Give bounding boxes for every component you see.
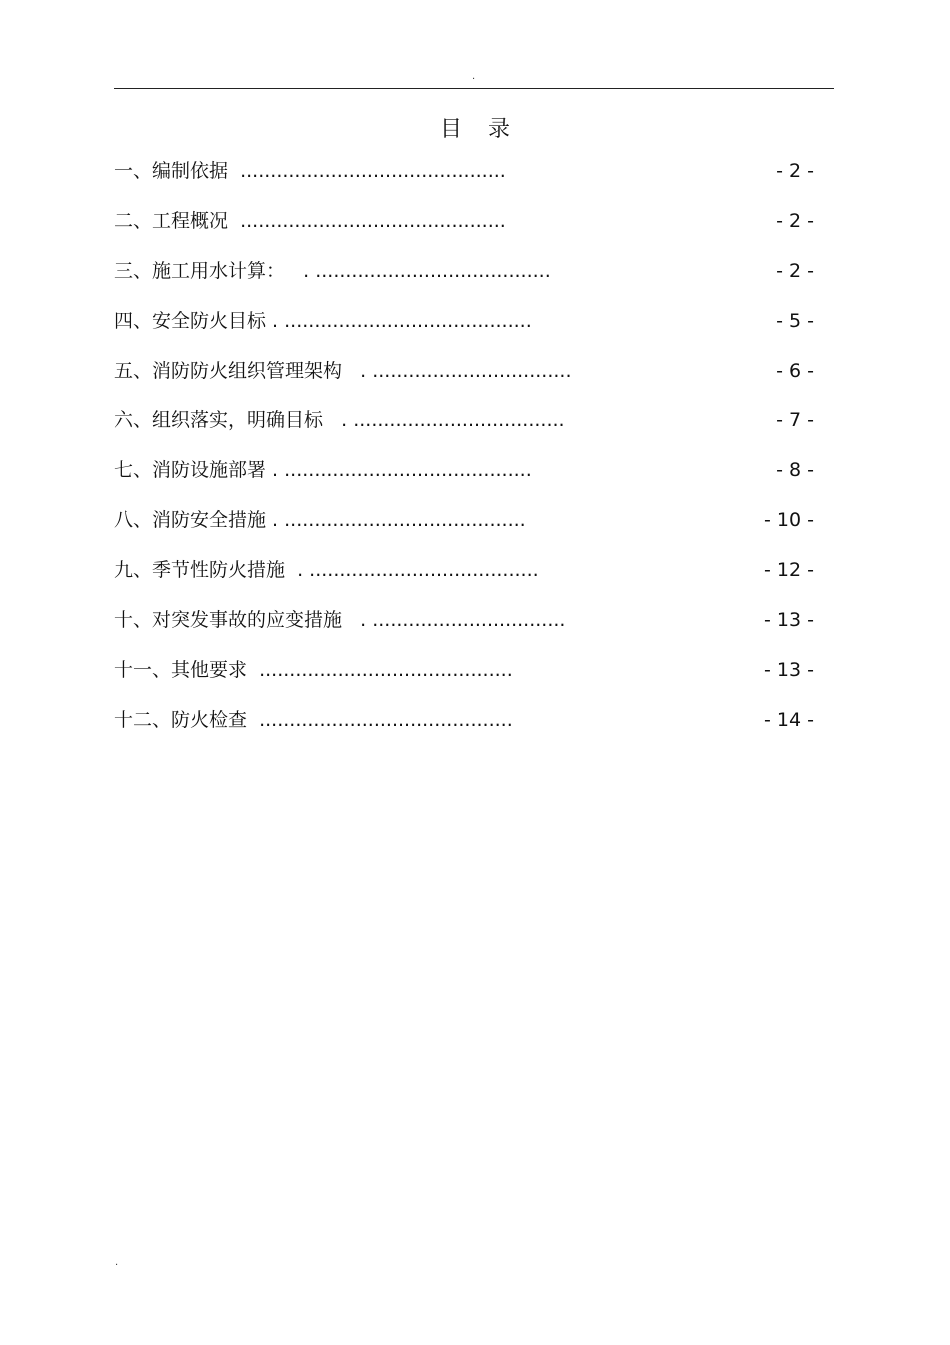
toc-row[interactable] bbox=[114, 651, 814, 701]
toc-entry: 五、消防防火组织管理架构 . ................................. bbox=[114, 359, 572, 382]
header-rule bbox=[114, 88, 834, 89]
toc-title: 目录 bbox=[439, 117, 536, 142]
toc-page-number: - 13 - bbox=[764, 658, 814, 681]
toc-page-number: - 12 - bbox=[764, 559, 814, 582]
toc-entry: 十、对突发事故的应变措施 . ................................ bbox=[114, 609, 566, 632]
toc-row[interactable] bbox=[114, 701, 814, 751]
toc-entry: 六、组织落实，明确目标 . ................................... bbox=[114, 409, 565, 432]
toc-page-number: - 13 - bbox=[764, 609, 814, 632]
toc-entry: 三、施工用水计算： . ....................................... bbox=[114, 259, 551, 282]
toc-entry: 九、季节性防火措施 . ...................................... bbox=[114, 559, 539, 582]
toc-page-number: - 5 - bbox=[776, 309, 814, 332]
header-mark: . bbox=[472, 71, 476, 82]
toc-row[interactable] bbox=[114, 202, 814, 252]
toc-entry: 一、编制依据 ............................................ bbox=[114, 160, 506, 182]
toc-page-number: - 6 - bbox=[776, 359, 814, 382]
toc-row[interactable] bbox=[114, 551, 814, 601]
toc-row[interactable] bbox=[114, 501, 814, 551]
toc-entry: 四、安全防火目标 . ......................................... bbox=[114, 309, 532, 332]
footer-mark: . bbox=[115, 1257, 119, 1268]
toc-entry: 十二、防火检查 .......................................... bbox=[114, 708, 513, 731]
toc-row[interactable] bbox=[114, 401, 814, 451]
toc-page-number: - 7 - bbox=[776, 409, 814, 432]
toc-row[interactable] bbox=[114, 352, 814, 402]
toc-entry: 八、消防安全措施 . ........................................ bbox=[114, 509, 526, 532]
toc-page-number: - 2 - bbox=[776, 160, 814, 182]
toc-row[interactable] bbox=[114, 252, 814, 302]
toc-entry: 二、工程概况 ............................................ bbox=[114, 209, 506, 232]
toc-entry: 七、消防设施部署 . ......................................... bbox=[114, 459, 532, 482]
table-of-contents bbox=[114, 152, 814, 751]
toc-page-number: - 2 - bbox=[776, 259, 814, 282]
toc-row[interactable] bbox=[114, 451, 814, 501]
toc-page-number: - 14 - bbox=[764, 708, 814, 731]
toc-row[interactable] bbox=[114, 601, 814, 651]
toc-page-number: - 2 - bbox=[776, 209, 814, 232]
toc-entry: 十一、其他要求 .......................................... bbox=[114, 658, 513, 681]
toc-page-number: - 8 - bbox=[776, 459, 814, 482]
toc-row[interactable] bbox=[114, 302, 814, 352]
toc-page-number: - 10 - bbox=[764, 509, 814, 532]
toc-row[interactable] bbox=[114, 152, 814, 202]
